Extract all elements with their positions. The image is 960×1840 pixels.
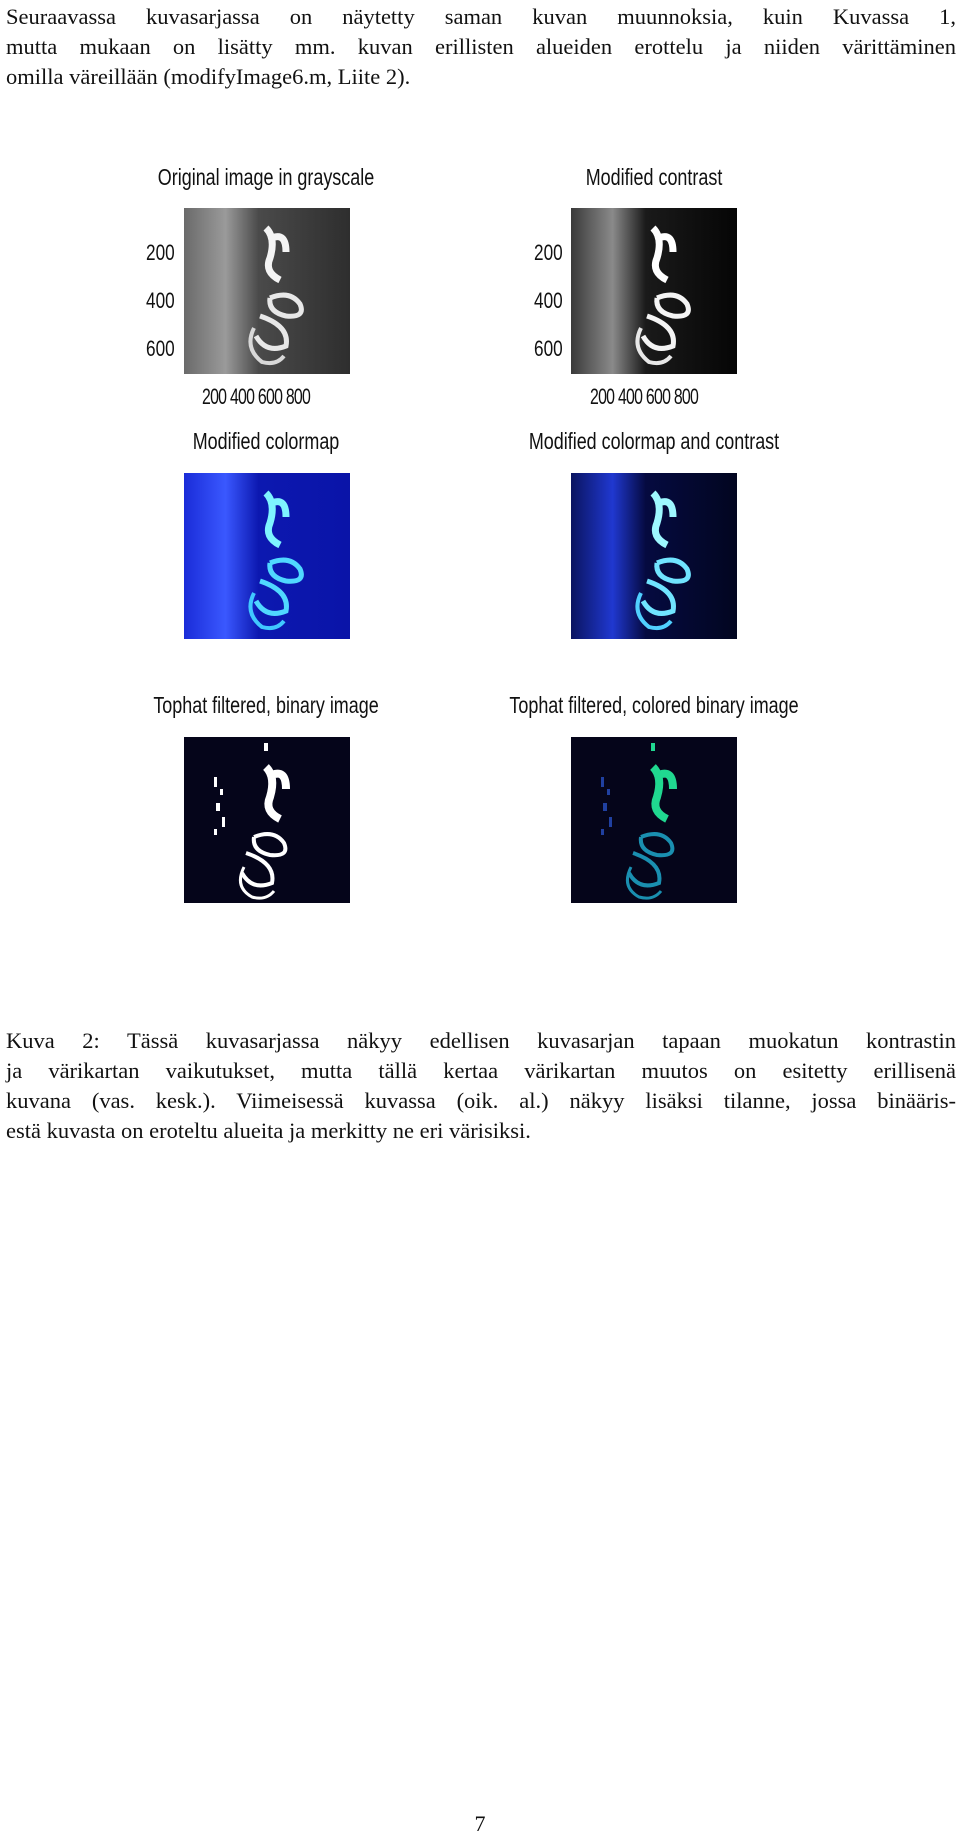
panel-title-colormap: Modified colormap [192, 428, 340, 454]
ytick: 200 [534, 240, 563, 265]
caption-line: kuvana (vas. kesk.). Viimeisessä kuvassa (oik. al.) näkyy lisäksi tilanne, jossa binääris- [6, 1088, 956, 1113]
image-colored-binary [571, 737, 737, 903]
panel-title-binary: Tophat filtered, binary image [153, 692, 379, 718]
panel-title-colored-binary: Tophat filtered, colored binary image [509, 692, 799, 718]
figure-caption [6, 1026, 956, 1146]
image-colormap-contrast [571, 473, 737, 639]
intro-line: omilla väreillään (modifyImage6.m, Liite 2). [6, 64, 411, 89]
xticks: 200 400 600 800 [590, 384, 699, 409]
ytick: 600 [534, 336, 563, 361]
image-colormap [184, 473, 350, 639]
ytick: 400 [146, 288, 175, 313]
image-grayscale [184, 208, 350, 374]
intro-line: Seuraavassa kuvasarjassa on näytetty saman kuvan muunnoksia, kuin Kuvassa 1, [6, 4, 956, 29]
xticks: 200 400 600 800 [202, 384, 311, 409]
ytick: 600 [146, 336, 175, 361]
ytick: 200 [146, 240, 175, 265]
panel-title-contrast: Modified contrast [585, 164, 723, 190]
panel-title-colormap-contrast: Modified colormap and contrast [528, 428, 780, 454]
caption-line: estä kuvasta on eroteltu alueita ja merkitty ne eri värisiksi. [6, 1118, 531, 1143]
intro-paragraph [6, 2, 956, 92]
caption-line: ja värikartan vaikutukset, mutta tällä kertaa värikartan muutos on esitetty erillisenä [6, 1058, 956, 1083]
image-binary [184, 737, 350, 903]
caption-line: Kuva 2: Tässä kuvasarjassa näkyy edellisen kuvasarjan tapaan muokatun kontrastin [6, 1028, 956, 1053]
panel-title-original: Original image in grayscale [157, 164, 375, 190]
ytick: 400 [534, 288, 563, 313]
page-number: 7 [474, 1811, 486, 1836]
image-contrast [571, 208, 737, 374]
intro-line: mutta mukaan on lisätty mm. kuvan erillisten alueiden erottelu ja niiden värittäminen [6, 34, 956, 59]
